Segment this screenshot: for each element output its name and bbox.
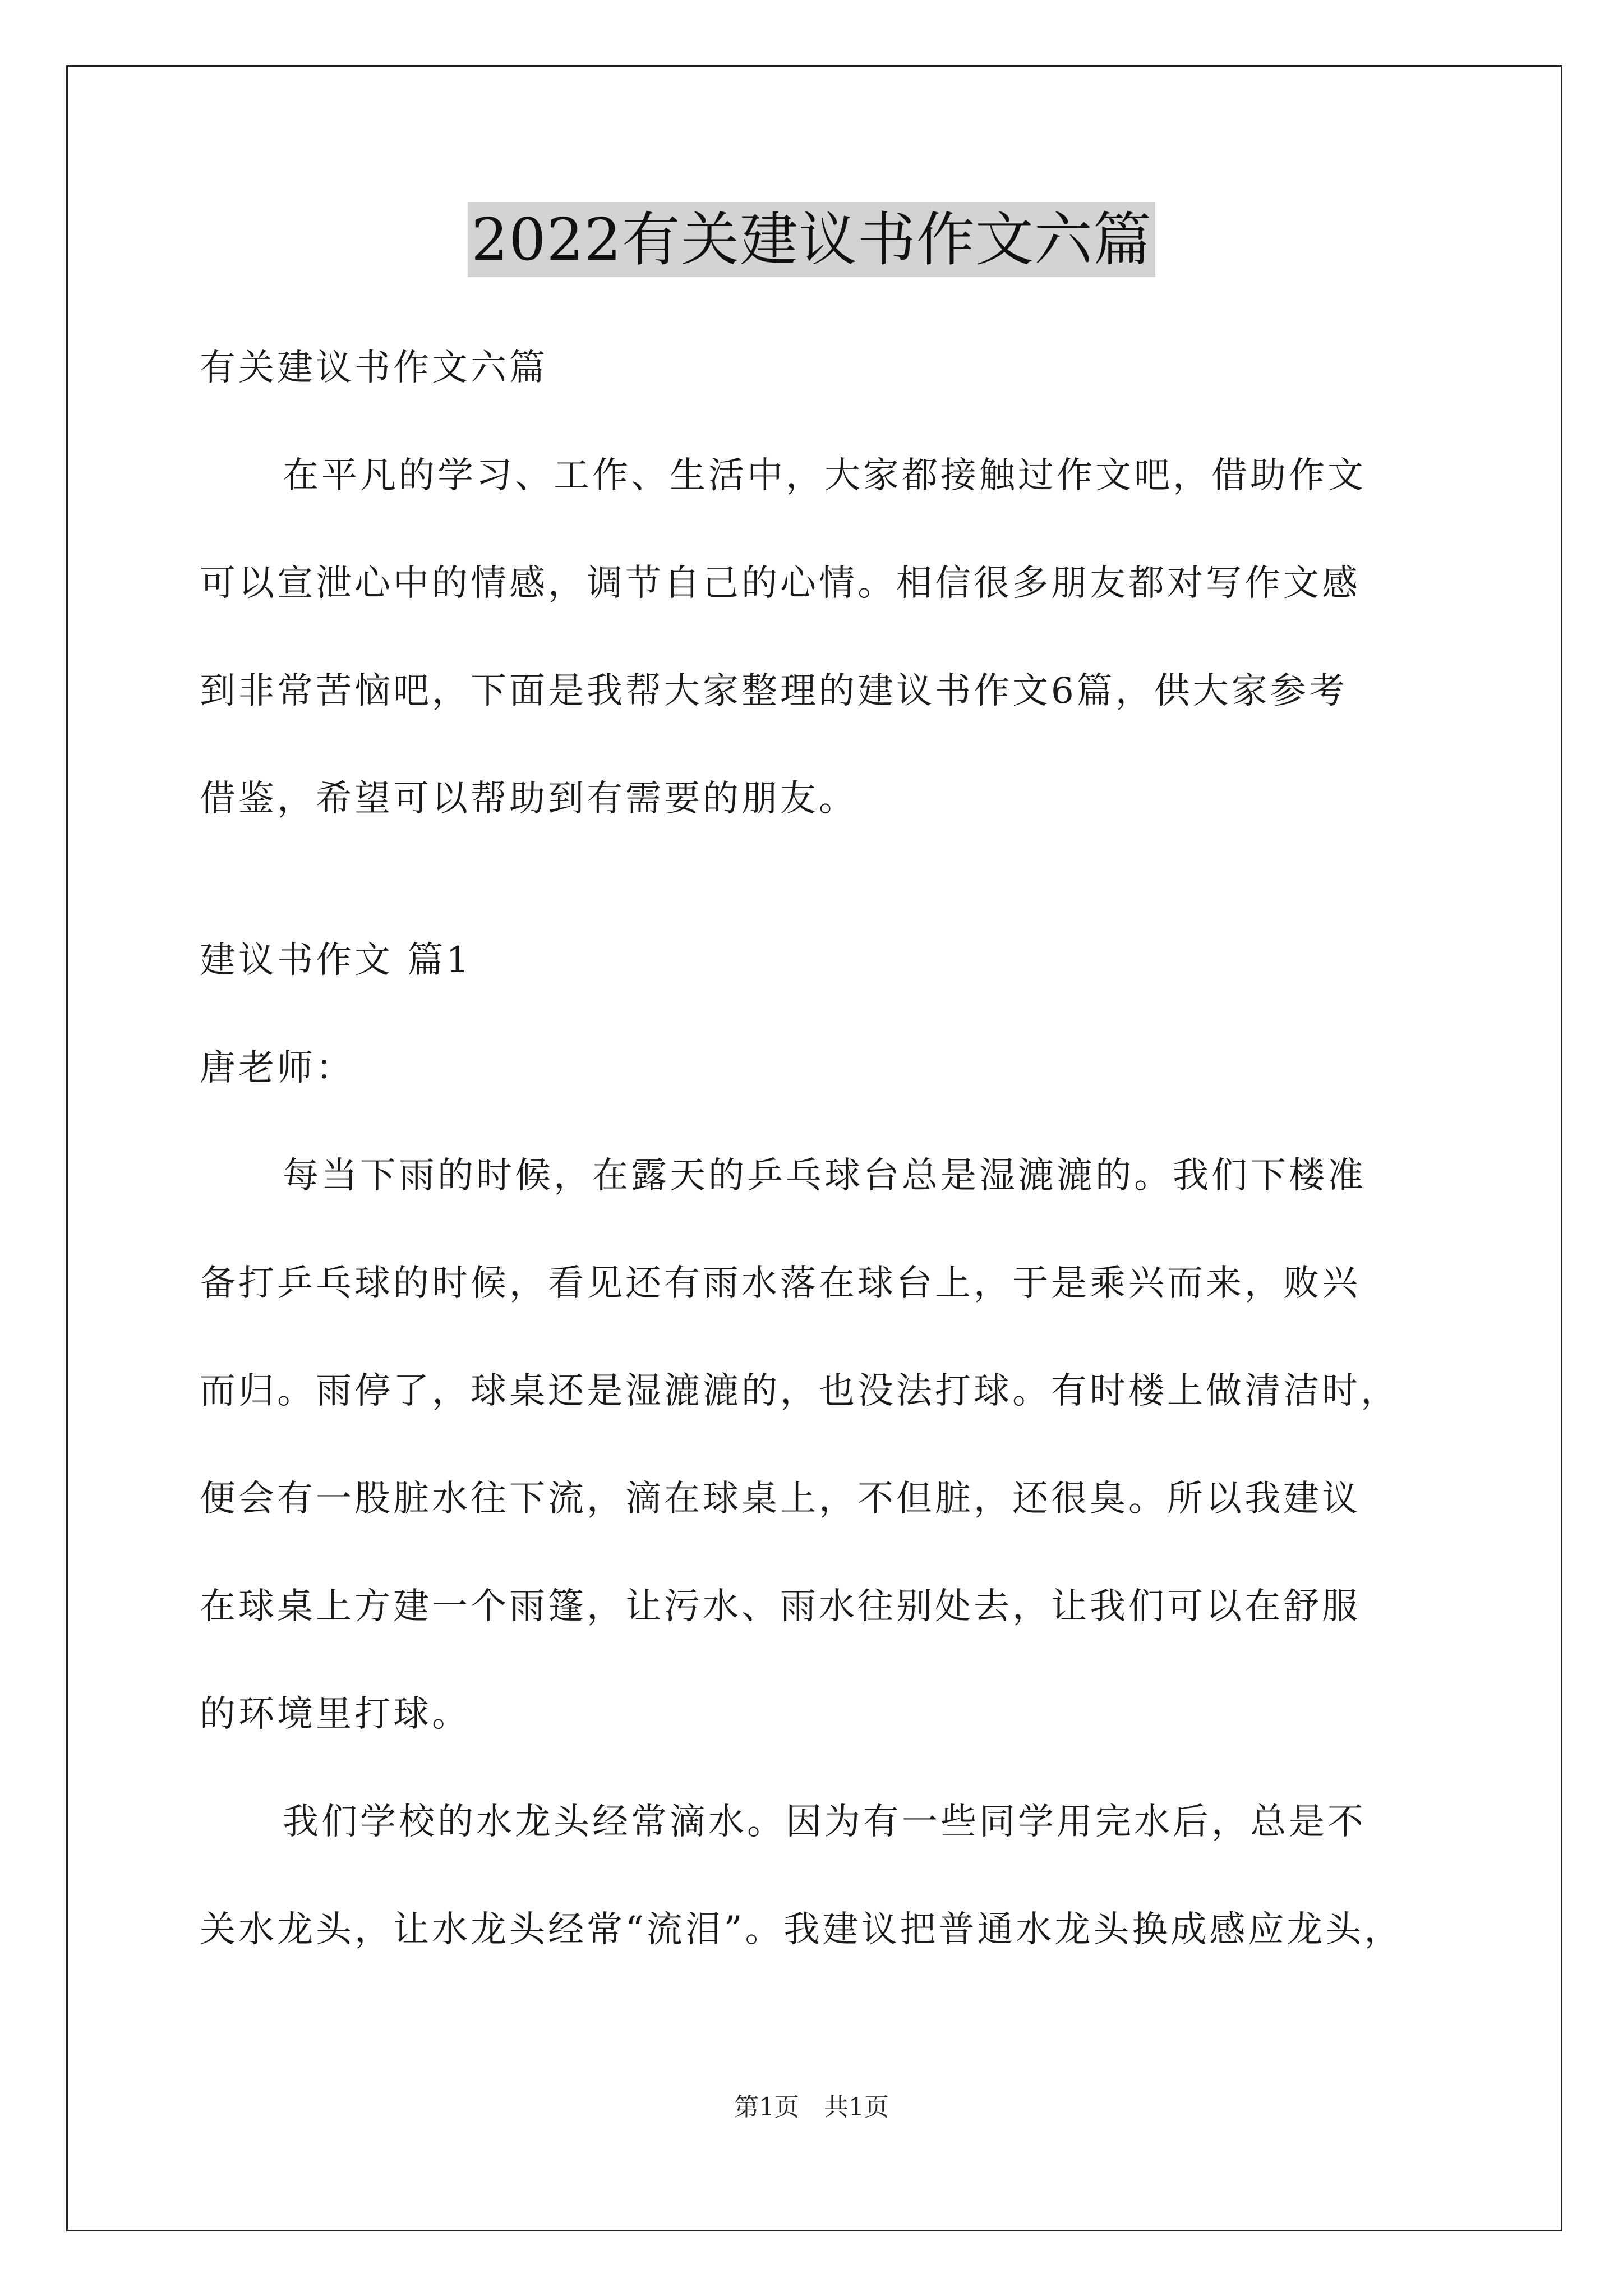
intro-line: 可以宣泄心中的情感，调节自己的心情。相信很多朋友都对写作文感 — [200, 563, 1361, 604]
paragraph-line: 便会有一股脏水往下流，滴在球桌上，不但脏，还很臭。所以我建议 — [200, 1478, 1361, 1520]
section-gap — [200, 853, 1433, 907]
paragraph-line: 关水龙头，让水龙头经常“流泪”。我建议把普通水龙头换成感应龙头， — [200, 1909, 1403, 1950]
intro-line: 借鉴，希望可以帮助到有需要的朋友。 — [200, 778, 857, 820]
paragraph-line: 的环境里打球。 — [200, 1694, 471, 1735]
subtitle: 有关建议书作文六篇 — [200, 347, 548, 389]
document-body — [200, 314, 1433, 1984]
paragraph-line: 每当下雨的时候，在露天的乒乓球台总是湿漉漉的。我们下楼准 — [283, 1155, 1366, 1197]
paragraph-line: 我们学校的水龙头经常滴水。因为有一些同学用完水后，总是不 — [283, 1801, 1366, 1843]
intro-line: 在平凡的学习、工作、生活中，大家都接触过作文吧，借助作文 — [283, 455, 1366, 496]
salutation: 唐老师： — [200, 1047, 354, 1089]
intro-line: 到非常苦恼吧，下面是我帮大家整理的建议书作文6篇，供大家参考 — [200, 670, 1348, 712]
paragraph-line: 而归。雨停了，球桌还是湿漉漉的，也没法打球。有时楼上做清洁时， — [200, 1370, 1399, 1412]
paragraph-line: 备打乒乓球的时候，看见还有雨水落在球台上，于是乘兴而来，败兴 — [200, 1263, 1361, 1304]
paragraph-line: 在球桌上方建一个雨篷，让污水、雨水往别处去，让我们可以在舒服 — [200, 1586, 1361, 1627]
title-container — [0, 202, 1623, 277]
document-title: 2022有关建议书作文六篇 — [468, 202, 1155, 277]
section-heading: 建议书作文 篇1 — [200, 940, 472, 981]
page-footer: 第1页 共1页 — [734, 2093, 889, 2122]
